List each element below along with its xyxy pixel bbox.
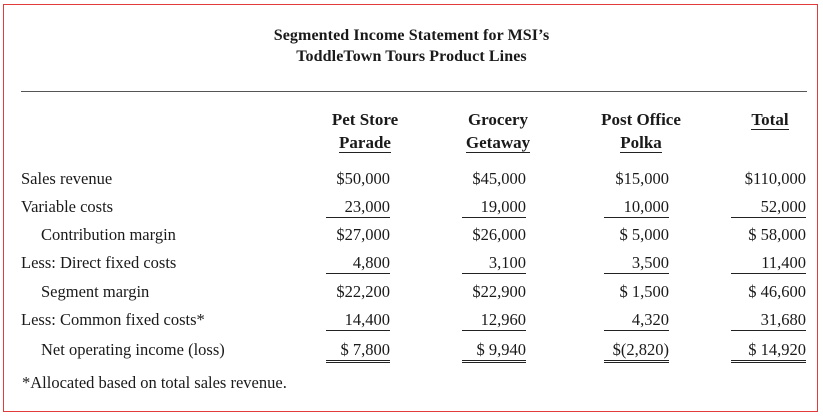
cell-variable-costs-total: 52,000 [731,197,806,218]
statement-title-line2: ToddleTown Tours Product Lines [296,48,527,65]
cell-net-operating-income-total: $ 14,920 [731,340,806,363]
cell-sales-revenue-pet-store: $50,000 [336,169,390,188]
cell-direct-fixed-costs-pet-store: 4,800 [326,253,390,274]
column-header-line1: Pet Store [331,110,399,129]
cell-net-operating-income-post-office: $(2,820) [604,340,669,363]
cell-variable-costs-grocery: 19,000 [462,197,526,218]
cell-segment-margin-pet-store: $22,200 [336,282,390,301]
cell-net-operating-income-pet-store: $ 7,800 [326,340,390,363]
cell-common-fixed-costs-pet-store: 14,400 [326,310,390,331]
column-header-line2: Polka [620,133,662,152]
cell-contribution-margin-total: $ 58,000 [748,225,806,244]
cell-net-operating-income-grocery: $ 9,940 [462,340,526,363]
cell-common-fixed-costs-post-office: 4,320 [604,310,669,331]
cell-direct-fixed-costs-post-office: 3,500 [604,253,669,274]
cell-sales-revenue-grocery: $45,000 [472,169,526,188]
cell-segment-margin-grocery: $22,900 [472,282,526,301]
row-label-common-fixed-costs: Less: Common fixed costs* [21,310,205,329]
footnote: *Allocated based on total sales revenue. [22,373,287,392]
column-header-line2: Parade [339,133,391,152]
cell-sales-revenue-total: $110,000 [744,169,806,188]
column-header-pet-store-parade [318,108,412,154]
header-divider [21,91,807,92]
column-header-line2: Total [751,110,789,129]
column-header-line1: Post Office [601,110,681,129]
column-header-grocery-getaway [451,108,545,154]
cell-variable-costs-pet-store: 23,000 [326,197,390,218]
cell-segment-margin-post-office: $ 1,500 [619,282,669,301]
row-label-sales-revenue: Sales revenue [21,169,113,188]
cell-direct-fixed-costs-total: 11,400 [731,253,806,274]
cell-variable-costs-post-office: 10,000 [604,197,669,218]
statement-title-line1: Segmented Income Statement for MSI’s [273,27,550,44]
cell-contribution-margin-grocery: $26,000 [472,225,526,244]
cell-segment-margin-total: $ 46,600 [748,282,806,301]
cell-contribution-margin-pet-store: $27,000 [336,225,390,244]
cell-contribution-margin-post-office: $ 5,000 [619,225,669,244]
row-label-variable-costs: Variable costs [21,197,114,216]
cell-direct-fixed-costs-grocery: 3,100 [462,253,526,274]
row-label-net-operating-income: Net operating income (loss) [41,340,225,359]
column-header-line2: Getaway [465,133,531,152]
cell-sales-revenue-post-office: $15,000 [615,169,669,188]
row-label-direct-fixed-costs: Less: Direct fixed costs [21,253,177,272]
cell-common-fixed-costs-grocery: 12,960 [462,310,526,331]
row-label-segment-margin: Segment margin [41,282,150,301]
cell-common-fixed-costs-total: 31,680 [731,310,806,331]
column-header-total [728,108,812,131]
column-header-post-office-polka [585,108,697,154]
column-header-line1: Grocery [467,110,529,129]
row-label-contribution-margin: Contribution margin [41,225,176,244]
